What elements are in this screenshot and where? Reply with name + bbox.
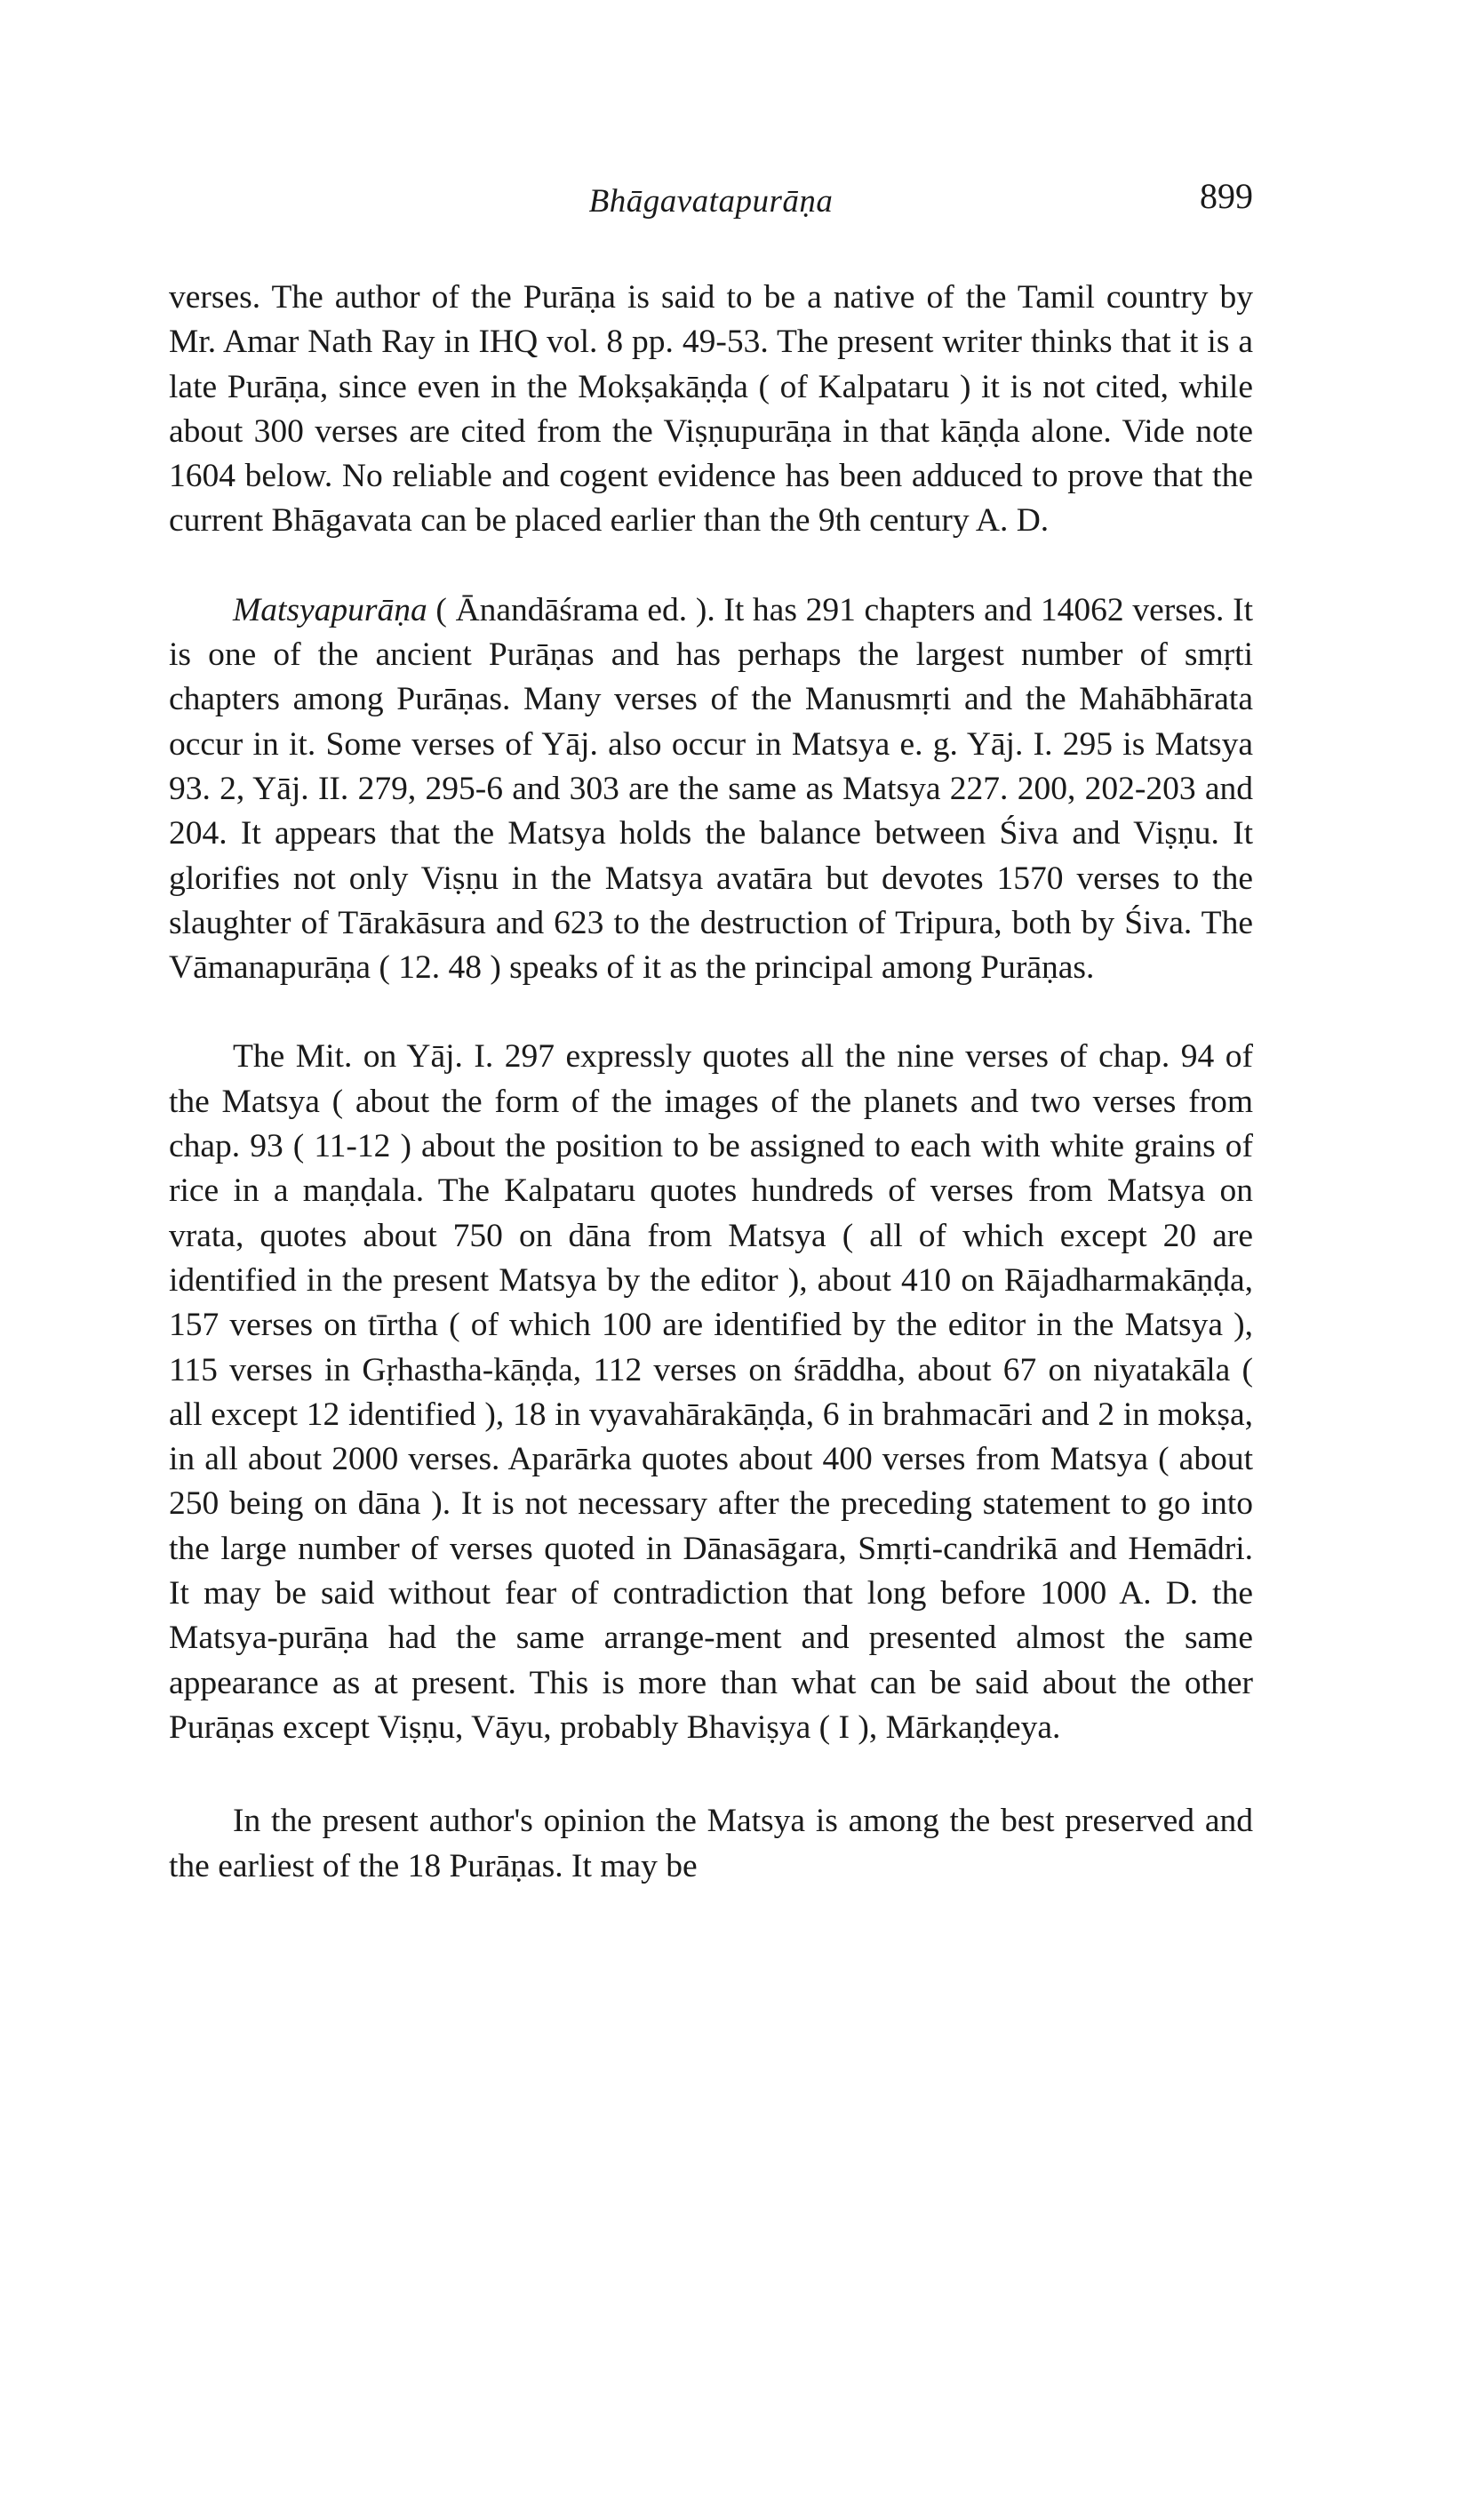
page-number: 899: [1200, 176, 1253, 216]
paragraph-author-opinion: In the present author's opinion the Matsya is among the best preserved and the earliest of the 18 Purāṇas. It may be: [169, 1803, 1253, 1884]
running-title: Bhāgavatapurāṇa: [588, 183, 834, 220]
paragraph-lead-term: Matsyapurāṇa: [233, 591, 427, 628]
paragraph-mitakshara-quotes: The Mit. on Yāj. I. 297 expressly quotes all the nine verses of chap. 94 of the Matsya ( about the form of the images of the planets and two verses from chap. 93 ( 11-12 ) about the position to be assigned to each with white grains of rice in a maṇḍala. The Kalpataru quotes hundreds of verses from Matsya on vrata, quotes about 750 on dāna from Matsya ( all of which except 20 are identified in the present Matsya by the editor ), about 410 on Rājadharmakāṇḍa, 157 verses on tīrtha ( of which 100 are identified by the editor in the Matsya ), 115 verses in Gṛhastha-kāṇḍa, 112 verses on śrāddha, about 67 on niyatakāla ( all except 12 identified ), 18 in vyavahārakāṇḍa, 6 in brahmacāri and 2 in mokṣa, in all about 2000 verses. Aparārka quotes about 400 verses from Matsya ( about 250 being on dāna ). It is not necessary after the preceding statement to go into the large number of verses quoted in Dānasāgara, Smṛti-candrikā and Hemādri. It may be said without fear of contradiction that long before 1000 A. D. the Matsya-purāṇa had the same arrange-ment and presented almost the same appearance as at present. This is more than what can be said about the other Purāṇas except Viṣṇu, Vāyu, probably Bhaviṣya ( I ), Mārkaṇḍeya.: [169, 1038, 1253, 1746]
running-header: [169, 176, 1253, 236]
paragraph-matsyapurana: [169, 588, 1253, 991]
paragraph-bhagavata-continued: verses. The author of the Purāṇa is said to be a native of the Tamil country by Mr. Amar Nath Ray in IHQ vol. 8 pp. 49-53. The present writer thinks that it is a late Purāṇa, since even in the Mokṣakāṇḍa ( of Kalpataru ) it is not cited, while about 300 verses are cited from the Viṣṇupurāṇa in that kāṇḍa alone. Vide note 1604 below. No reliable and cogent evidence has been adduced to prove that the current Bhāgavata can be placed earlier than the 9th century A. D.: [169, 279, 1253, 540]
paragraph-matsyapurana-text: ( Ānandāśrama ed. ). It has 291 chapters and 14062 verses. It is one of the ancient Purāṇas and has perhaps the largest number of smṛti chapters among Purāṇas. Many verses of the Manusmṛti and the Mahābhārata occur in it. Some verses of Yāj. also occur in Matsya e. g. Yāj. I. 295 is Matsya 93. 2, Yāj. II. 279, 295-6 and 303 are the same as Matsya 227. 200, 202-203 and 204. It appears that the Matsya holds the balance between Śiva and Viṣṇu. It glorifies not only Viṣṇu in the Matsya avatāra but devotes 1570 verses to the slaughter of Tārakāsura and 623 to the destruction of Tripura, both by Śiva. The Vāmanapurāṇa ( 12. 48 ) speaks of it as the principal among Purāṇas.: [169, 591, 1253, 987]
body-text: [169, 276, 1253, 1889]
